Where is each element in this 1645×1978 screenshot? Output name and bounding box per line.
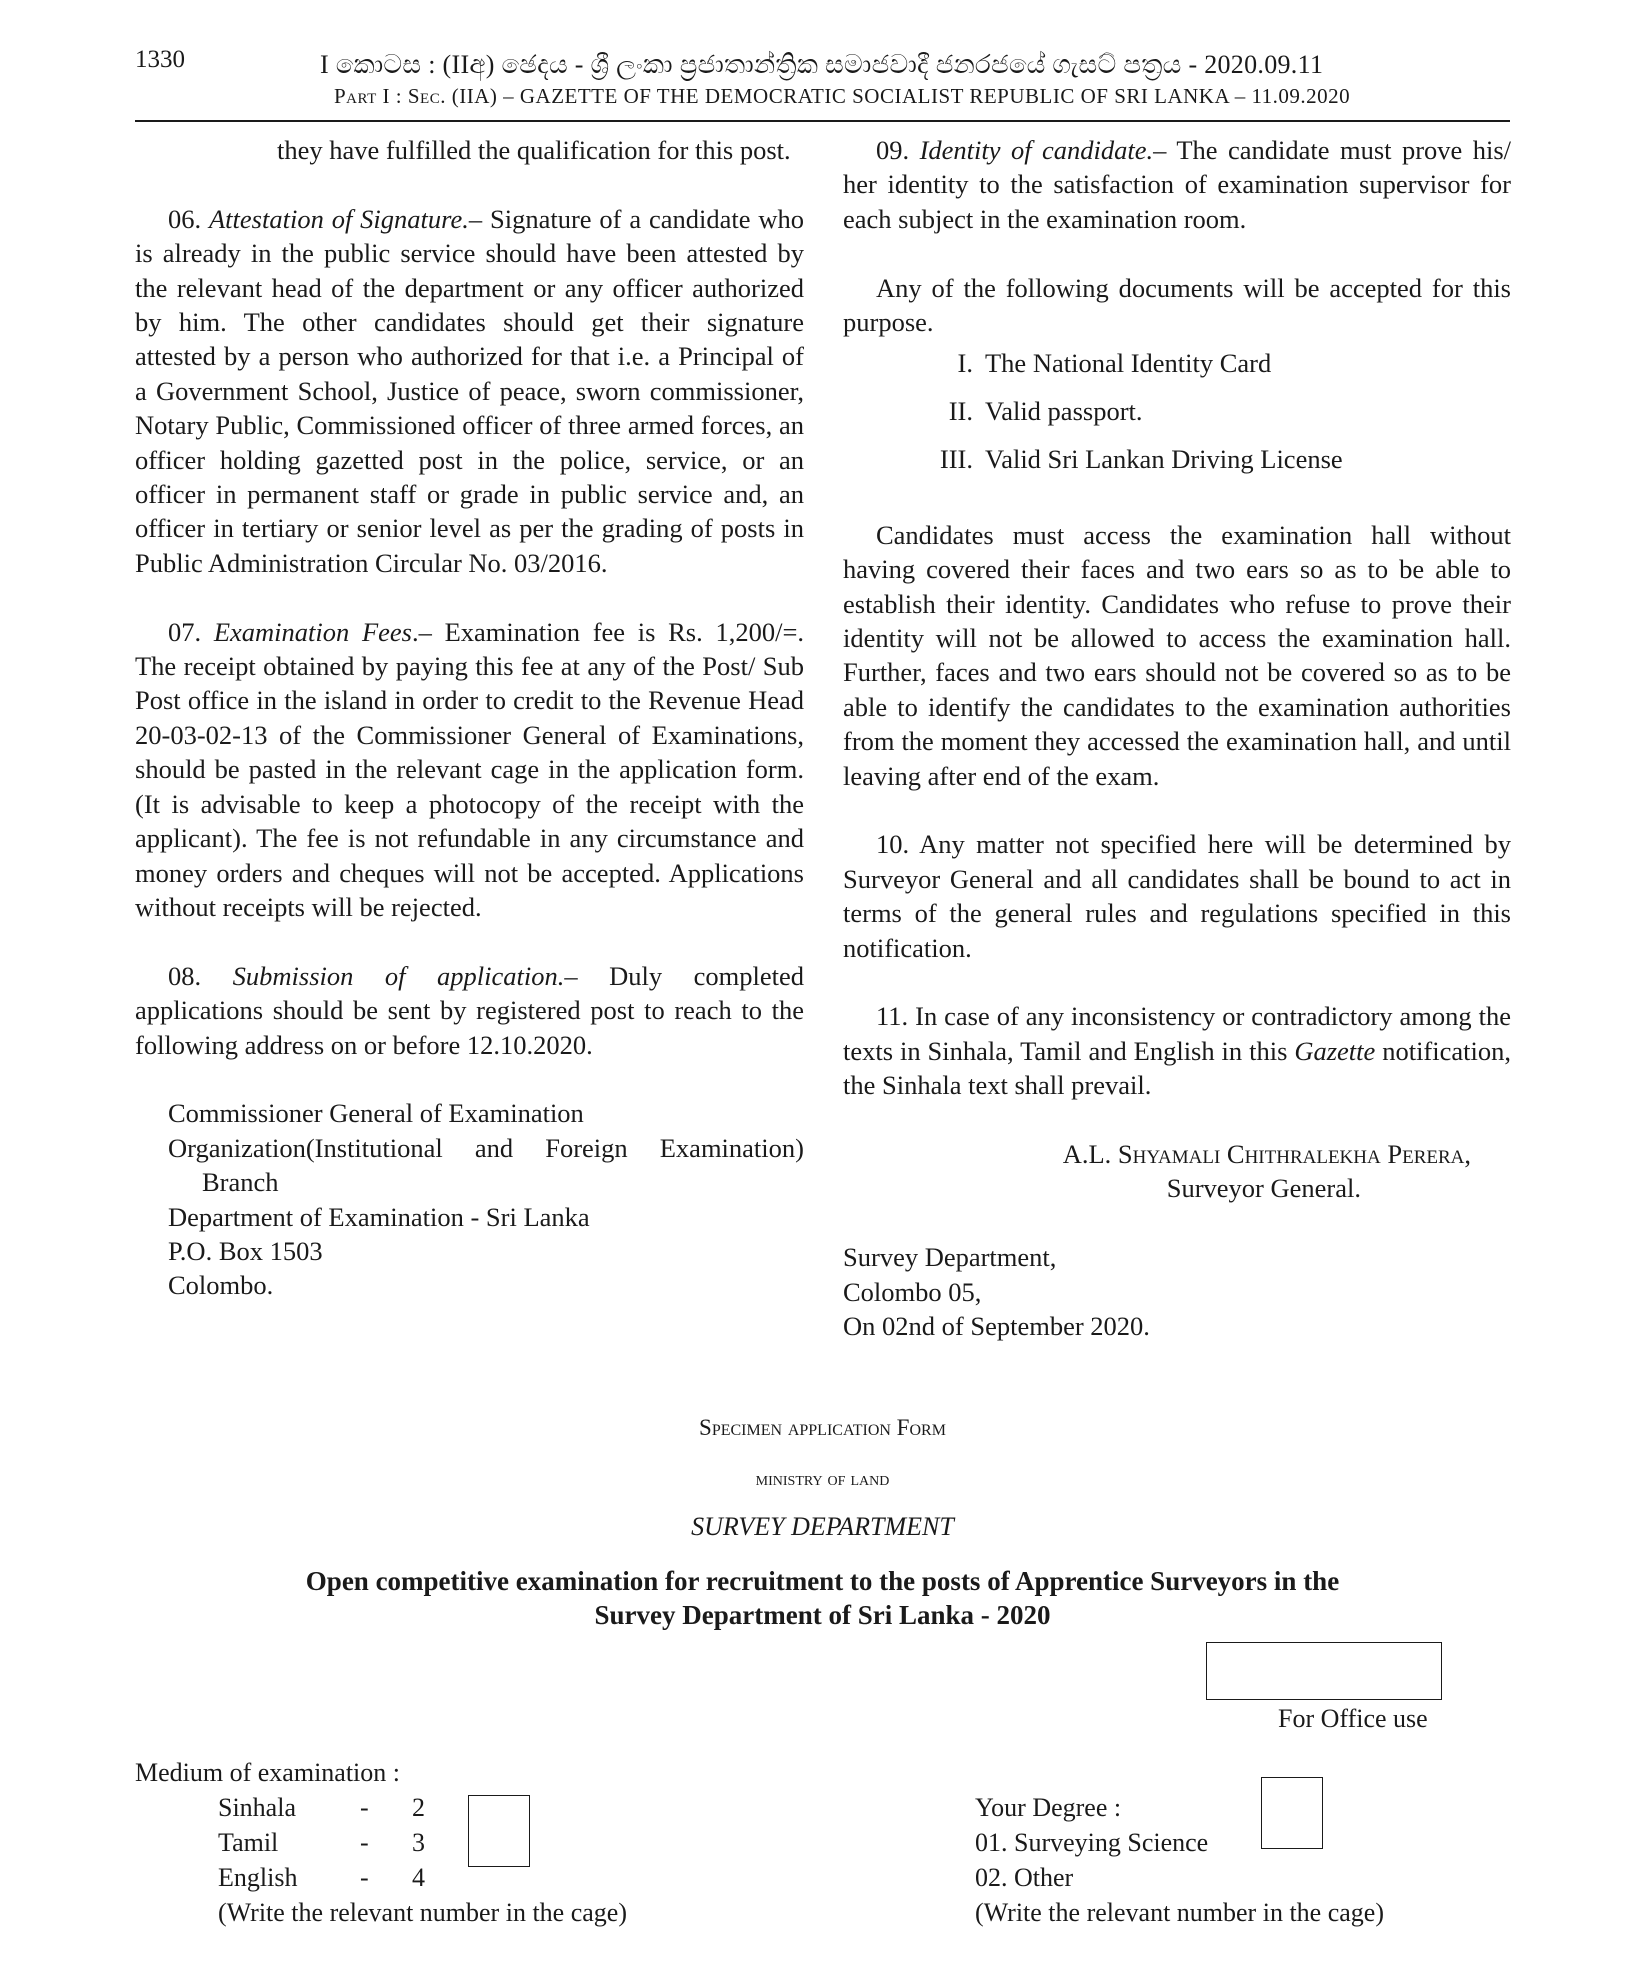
list-item-text: Valid Sri Lankan Driving License bbox=[985, 444, 1343, 475]
address-block bbox=[135, 1096, 804, 1302]
section-07 bbox=[135, 615, 804, 925]
section-07-title: Examination Fees bbox=[213, 616, 412, 647]
section-06-number: 06. bbox=[168, 203, 202, 234]
degree-note: (Write the relevant number in the cage) bbox=[975, 1898, 1384, 1927]
section-08-number: 08. bbox=[168, 960, 202, 991]
medium-dash: - bbox=[360, 1793, 369, 1822]
medium-number: 2 bbox=[412, 1793, 425, 1822]
section-09-title: Identity of candidate. bbox=[919, 135, 1154, 165]
list-item-number: II. bbox=[948, 396, 973, 427]
place-line-2: Colombo 05, bbox=[843, 1276, 982, 1307]
gazette-header-english bbox=[334, 84, 1350, 109]
list-item bbox=[843, 387, 1511, 435]
medium-list bbox=[218, 1790, 452, 1895]
medium-option bbox=[218, 1860, 452, 1895]
section-09-number: 09. bbox=[876, 135, 910, 165]
address-line-5: P.O. Box 1503 bbox=[168, 1235, 323, 1266]
section-11-text: 11. In case of any inconsistency or contradictory among the texts in Sinhala, Tamil and English in this bbox=[843, 1001, 1511, 1066]
office-use-box[interactable] bbox=[1206, 1642, 1442, 1700]
address-word: Foreign bbox=[545, 1132, 628, 1163]
section-09-text: – The candidate must prove his/ her identity to the satisfaction of examination supervisor for each subject in the examination room. bbox=[843, 135, 1512, 234]
medium-cage[interactable] bbox=[468, 1795, 530, 1867]
medium-dash: - bbox=[360, 1863, 369, 1892]
section-08-text: – Duly completed applications should be sent by registered post to reach to the following address on or before 12.10.2020. bbox=[135, 960, 805, 1060]
address-word: and bbox=[474, 1132, 514, 1163]
date-line: On 02nd of September 2020. bbox=[843, 1311, 1150, 1342]
section-10: 10. Any matter not specified here will be determined by Surveyor General and all candidates shall be bound to act in terms of the general rules and regulations specified in this notification. bbox=[843, 829, 1511, 963]
section-11-text: notification, the Sinhala text shall prevail. bbox=[843, 1035, 1511, 1101]
department-name: SURVEY DEPARTMENT bbox=[691, 1512, 954, 1541]
header-rule bbox=[135, 120, 1510, 122]
signatory-title: Surveyor General. bbox=[1166, 1173, 1361, 1204]
continued-text: they have fulfilled the qualification for this post. bbox=[277, 135, 791, 165]
left-column bbox=[135, 133, 804, 1303]
right-column bbox=[843, 133, 1511, 1344]
list-item-number: I. bbox=[957, 348, 973, 379]
office-use-label: For Office use bbox=[1278, 1704, 1428, 1733]
exam-title-line-2: Survey Department of Sri Lanka - 2020 bbox=[594, 1600, 1051, 1630]
documents-list bbox=[843, 339, 1511, 483]
section-06-title: Attestation of Signature. bbox=[209, 203, 469, 234]
section-09 bbox=[843, 133, 1511, 236]
medium-note: (Write the relevant number in the cage) bbox=[218, 1898, 627, 1927]
section-08 bbox=[135, 959, 804, 1062]
address-word: Organization(Institutional bbox=[168, 1132, 443, 1163]
specimen-form-title: Specimen application Form bbox=[699, 1415, 946, 1440]
sec-label: Sec. bbox=[407, 84, 446, 108]
section-07-text: .– Examination fee is Rs. 1,200/=. The receipt obtained by paying this fee at any of the Post/ Sub Post office in the island in order to credit to the Revenue Head 20-03-02-13 of the Commissioner General of Examinations, should be pasted in the relevant cage in the application form. (It is advisable to keep a photocopy of the receipt with the applicant). The fee is not refundable in any circumstance and money orders and cheques will not be accepted. Applications without receipts will be rejected. bbox=[135, 616, 805, 922]
section-08-title: Submission of application. bbox=[232, 960, 565, 991]
degree-block bbox=[975, 1790, 1208, 1895]
section-06-text: – Signature of a candidate who is already in the public service should have been attested by the relevant head of the department or any officer authorized by him. The other candidates should get their signature attested by a person who authorized for that i.e. a Principal of a Government School, Justice of peace, sworn commissioner, Notary Public, Commissioned officer of three armed forces, an officer holding gazetted post in the police, service, or an officer in permanent staff or grade in public service and, an officer in tertiary or senior level as per the grading of posts in Public Administration Circular No. 03/2016. bbox=[135, 203, 804, 578]
medium-number: 4 bbox=[412, 1863, 425, 1892]
faces-paragraph: Candidates must access the examination hall without having covered their faces and two ears so as to be able to establish their identity. Candidates who refuse to prove their identity will not be allowed to access the examination hall. Further, faces and two ears should not be covered so as to be able to identify the candidates to the examination authorities from the moment they accessed the examination hall, and until leaving after end of the exam. bbox=[843, 519, 1511, 791]
gazette-header-sinhala: I කොටස : (IIඅ) ඡෙදය - ශ්‍රී ලංකා ප්‍රජාතාන්ත්‍රික සමාජවාදී ජනරජයේ ගැසට් පත්‍රය - 2020.09.11 bbox=[320, 50, 1324, 79]
section-11 bbox=[843, 999, 1511, 1102]
medium-language: Sinhala bbox=[218, 1793, 296, 1822]
medium-option bbox=[218, 1825, 452, 1860]
list-item-number: III. bbox=[939, 444, 973, 475]
ministry-name: ministry of land bbox=[755, 1468, 890, 1490]
documents-intro: Any of the following documents will be accepted for this purpose. bbox=[843, 272, 1511, 338]
part-label: Part I : bbox=[334, 84, 403, 108]
section-07-number: 07. bbox=[168, 616, 202, 647]
medium-heading: Medium of examination : bbox=[135, 1758, 401, 1787]
medium-dash: - bbox=[360, 1828, 369, 1857]
degree-cage[interactable] bbox=[1261, 1777, 1323, 1849]
medium-language: Tamil bbox=[218, 1828, 279, 1857]
address-word: Examination) bbox=[659, 1132, 804, 1163]
list-item-text: Valid passport. bbox=[985, 396, 1143, 427]
place-line-1: Survey Department, bbox=[843, 1242, 1057, 1273]
degree-heading: Your Degree : bbox=[975, 1793, 1122, 1822]
section-06 bbox=[135, 202, 804, 580]
degree-option-1: 01. Surveying Science bbox=[975, 1828, 1209, 1857]
list-item bbox=[843, 435, 1511, 483]
signatory-name: A.L. Shyamali Chithralekha Perera, bbox=[1062, 1139, 1471, 1170]
list-item-text: The National Identity Card bbox=[985, 348, 1272, 379]
page-number: 1330 bbox=[135, 46, 185, 73]
degree-option-2: 02. Other bbox=[975, 1863, 1074, 1892]
address-line-6: Colombo. bbox=[168, 1270, 274, 1301]
gazette-word: Gazette bbox=[1294, 1035, 1376, 1066]
header-title-rest: (IIA) – GAZETTE OF THE DEMOCRATIC SOCIALIST REPUBLIC OF SRI LANKA – 11.09.2020 bbox=[451, 84, 1351, 108]
address-line-4: Department of Examination - Sri Lanka bbox=[168, 1201, 590, 1232]
medium-language: English bbox=[218, 1863, 298, 1892]
address-line-1: Commissioner General of Examination bbox=[168, 1098, 584, 1129]
address-line-3: Branch bbox=[202, 1167, 279, 1198]
exam-title bbox=[0, 1564, 1645, 1632]
exam-title-line-1: Open competitive examination for recruitment to the posts of Apprentice Surveyors in the bbox=[305, 1566, 1340, 1596]
list-item bbox=[843, 339, 1511, 387]
medium-option bbox=[218, 1790, 452, 1825]
medium-number: 3 bbox=[412, 1828, 425, 1857]
address-line-2 bbox=[135, 1131, 804, 1165]
